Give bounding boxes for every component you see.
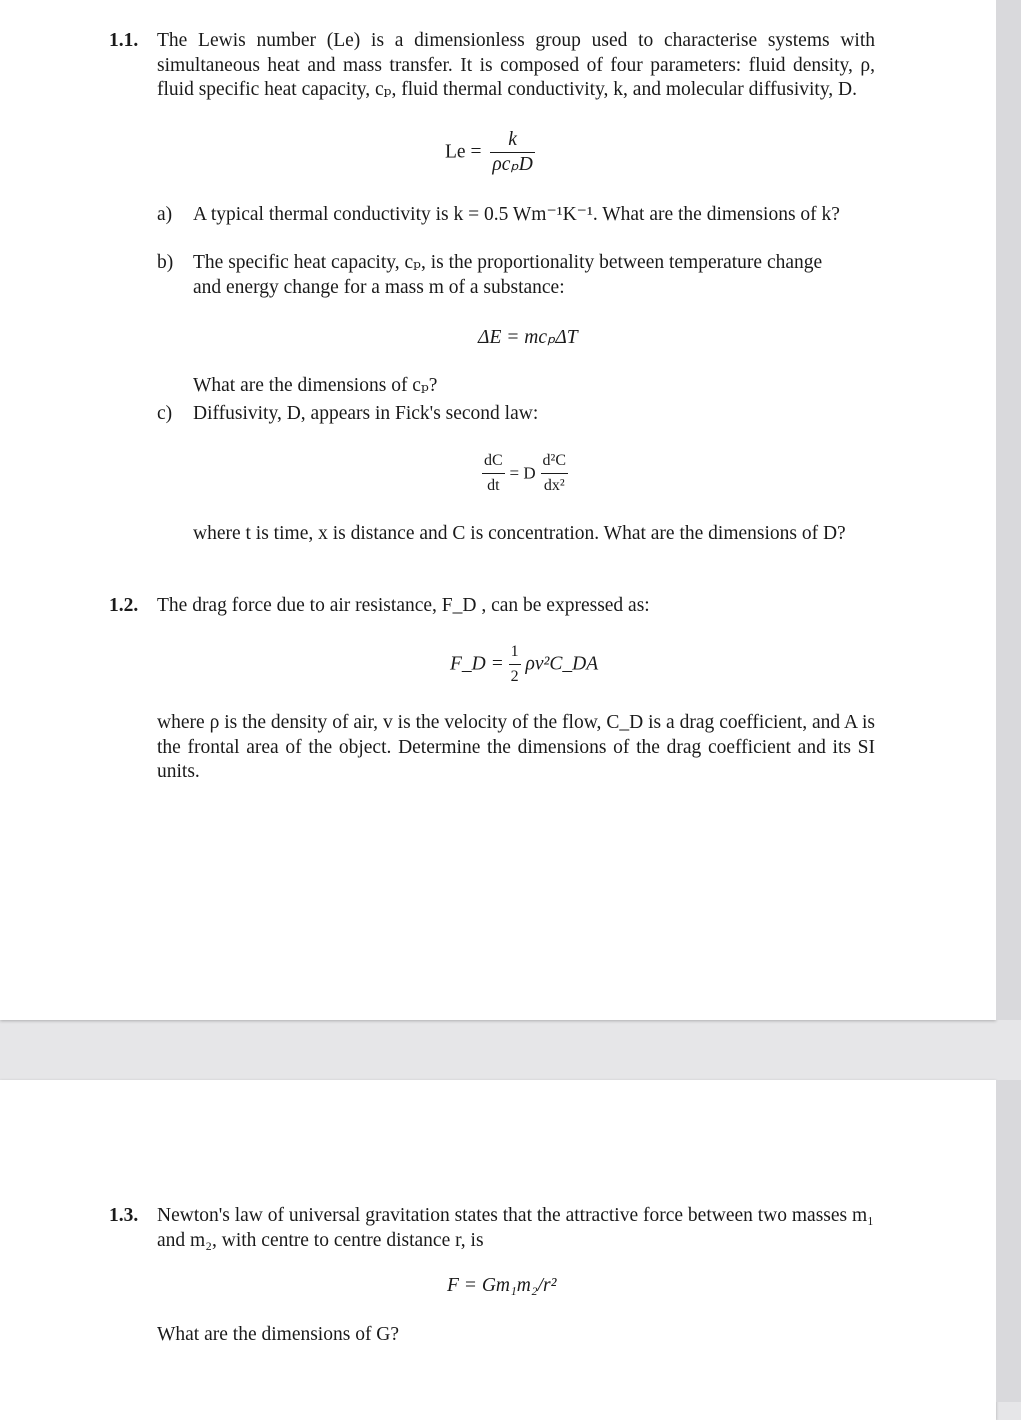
ficks-law-equation: $\frac{dC}{dt}$ = D $\frac{\text{d²C}}{\text{dx²}}$	[482, 449, 568, 498]
question-number: 1.1.	[109, 30, 139, 51]
part-b-text: The specific heat capacity, cₚ, is the proportionality between temperature change and energy change for a mass m of a substance:	[193, 252, 823, 298]
question-1-2-intro: The drag force due to air resistance, F_D , can be expressed as:	[157, 595, 650, 616]
page-edge	[996, 1080, 1021, 1402]
question-1-2-after: where ρ is the density of air, v is the velocity of the flow, C_D is a drag coefficient, and A is the frontal area of the object. Determine the dimensions of the drag coefficient and its SI units.	[157, 712, 875, 782]
lewis-number-equation: Le = $\frac{k}{\text{ρcₚD}}$	[445, 129, 533, 175]
question-1-3-question: What are the dimensions of G?	[157, 1324, 400, 1345]
document-page-2	[0, 1080, 996, 1420]
part-c-text: Diffusivity, D, appears in Fick's second law:	[193, 403, 539, 424]
part-c-after: where t is time, x is distance and C is concentration. What are the dimensions of D?	[193, 523, 846, 544]
drag-force-equation: F_D = $\frac{1}{2}$ ρv²C_DA	[450, 640, 598, 689]
page-edge	[996, 0, 1021, 1020]
part-a-text: A typical thermal conductivity is k = 0.5 Wm⁻¹K⁻¹. What are the dimensions of k?	[193, 204, 840, 225]
question-number: 1.3.	[109, 1205, 139, 1226]
question-number: 1.2.	[109, 595, 139, 616]
part-a-label: a)	[157, 204, 173, 225]
energy-equation: ΔE = mcₚΔT	[478, 327, 578, 348]
question-1-3-intro: Newton's law of universal gravitation states that the attractive force between two masses m₁ and m₂, with centre to centre distance r, is	[157, 1205, 874, 1251]
part-c-label: c)	[157, 403, 173, 424]
part-b-question: What are the dimensions of cₚ?	[193, 375, 438, 396]
gravitation-equation: F = Gm₁m₂/r²	[447, 1275, 557, 1296]
part-b-label: b)	[157, 252, 174, 273]
question-1-1-intro	[157, 29, 875, 103]
intro-text: The Lewis number (Le) is a dimensionless group used to characterise systems with simultaneous heat and mass transfer. It is composed of four parameters: fluid density, ρ, fluid specific heat capacity, cₚ, fluid thermal conductivity, k, and molecular diffusivity, D.	[157, 30, 875, 100]
